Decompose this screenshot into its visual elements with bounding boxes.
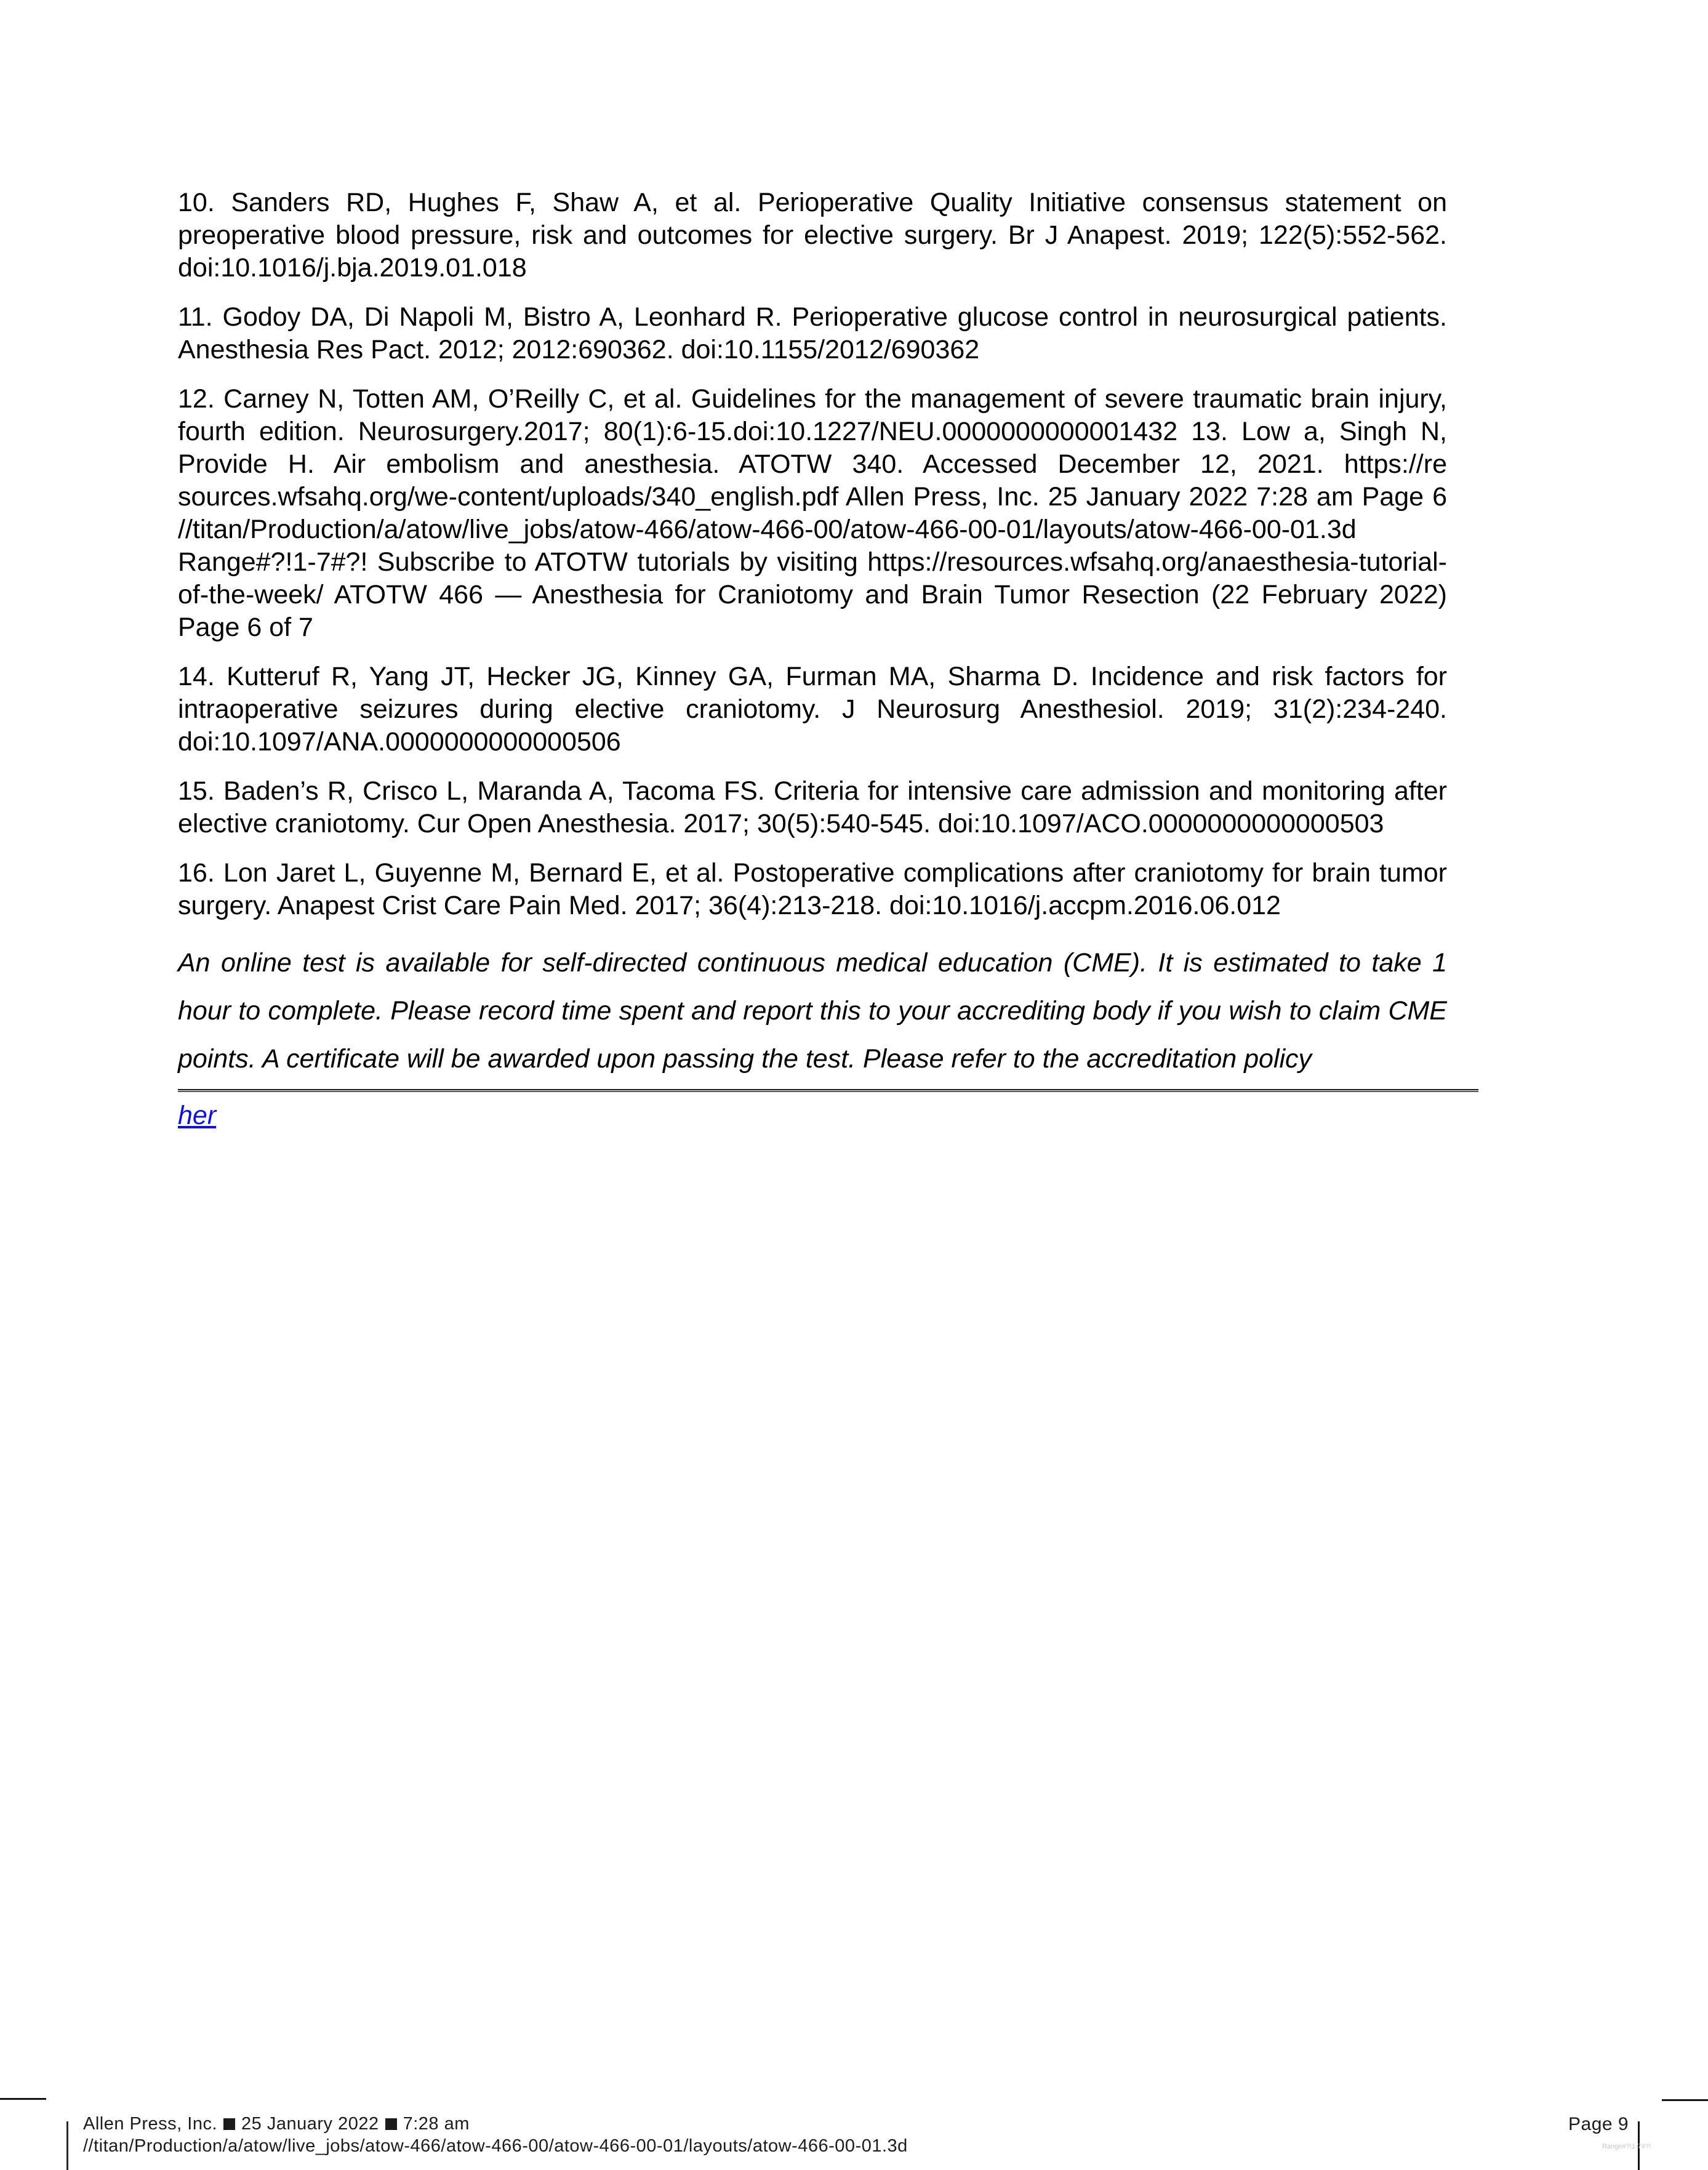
- footer-slug: [83, 2114, 908, 2156]
- faint-print-artifact: Range#?!1-7#?!: [1602, 2143, 1651, 2150]
- crop-mark-horizontal-right: [1662, 2099, 1708, 2101]
- footnote-divider: [178, 1089, 1478, 1092]
- footer-time: 7:28 am: [403, 2114, 470, 2134]
- reference-10: 10. Sanders RD, Hughes F, Shaw A, et al. Perioperative Quality Initiative consensus statement on preoperative blood pressure, risk and outcomes for elective surgery. Br J Anapest. 2019; 122(5):552-562. doi:10.1016/j.bja.2019.01.018: [178, 188, 1447, 283]
- cme-notice: An online test is available for self-directed continuous medical education (CME). It is estimated to take 1 hour to complete. Please record time spent and report this to your accrediting body if you wish to claim CME points. A certificate will be awarded upon passing the test. Please refer to the accreditation policy: [178, 948, 1447, 1074]
- footer-page-number: Page 9: [1568, 2114, 1629, 2134]
- footer-publisher: Allen Press, Inc.: [83, 2114, 218, 2134]
- crop-mark-horizontal-left: [0, 2098, 46, 2100]
- footer-line-1: [83, 2114, 908, 2134]
- footer-job-path: //titan/Production/a/atow/live_jobs/atow-466/atow-466-00/atow-466-00-01/layouts/atow-466-00-01.3d: [83, 2136, 908, 2156]
- reference-11: 11. Godoy DA, Di Napoli M, Bistro A, Leonhard R. Perioperative glucose control in neurosurgical patients. Anesthesia Res Pact. 2012; 2012:690362. doi:10.1155/2012/690362: [178, 302, 1447, 364]
- crop-mark-vertical-left: [66, 2121, 68, 2170]
- reference-16: 16. Lon Jaret L, Guyenne M, Bernard E, et al. Postoperative complications after craniotomy for brain tumor surgery. Anapest Crist Care Pain Med. 2017; 36(4):213-218. doi:10.1016/j.accpm.2016.06.012: [178, 858, 1447, 920]
- reference-14: 14. Kutteruf R, Yang JT, Hecker JG, Kinney GA, Furman MA, Sharma D. Incidence and risk factors for intraoperative seizures during elective craniotomy. J Neurosurg Anesthesiol. 2019; 31(2):234-240. doi:10.1097/ANA.0000000000000506: [178, 662, 1447, 757]
- separator-square-icon: [223, 2118, 235, 2130]
- references-section: [178, 187, 1447, 1131]
- here-link[interactable]: her: [178, 1101, 217, 1130]
- separator-square-icon: [385, 2118, 397, 2130]
- reference-15: 15. Baden’s R, Crisco L, Maranda A, Tacoma FS. Criteria for intensive care admission and monitoring after elective craniotomy. Cur Open Anesthesia. 2017; 30(5):540-545. doi:10.1097/ACO.0000000000000503: [178, 776, 1447, 838]
- reference-12-13: 12. Carney N, Totten AM, O’Reilly C, et al. Guidelines for the management of severe traumatic brain injury, fourth edition. Neurosurgery.2017; 80(1):6-15.doi:10.1227/NEU.0000000000001432 13. Low a, Singh N, Provide H. Air embolism and anesthesia. ATOTW 340. Accessed December 12, 2021. https://re sources.wfsahq.org/we-content/uploads/340_english.pdf Allen Press, Inc. 25 January 2022 7:28 am Page 6 //titan/Production/a/atow/live_jobs/atow-466/atow-466-00/atow-466-00-01/layouts/atow-466-00-01.3d Range#?!1-7#?! Subscribe to ATOTW tutorials by visiting https://resources.wfsahq.org/anaesthesia-tutorial-of-the-week/ ATOTW 466 — Anesthesia for Craniotomy and Brain Tumor Resection (22 February 2022) Page 6 of 7: [178, 384, 1447, 642]
- footer-date: 25 January 2022: [241, 2114, 379, 2134]
